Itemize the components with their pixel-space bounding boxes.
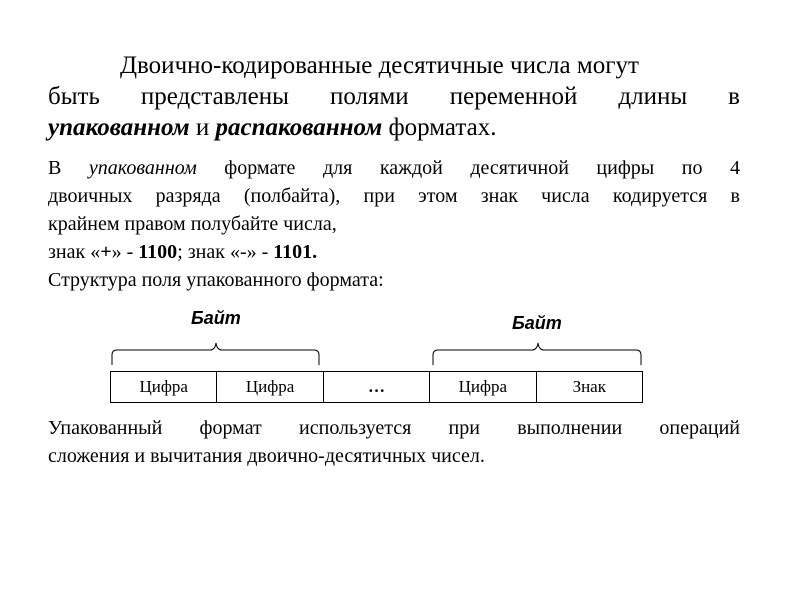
- intro-tail: форматах.: [382, 114, 497, 141]
- desc-line-3: крайнем правом полубайте числа,: [48, 213, 337, 235]
- brace-left: [112, 343, 319, 365]
- byte-label-1: Байт: [191, 308, 241, 328]
- brace-right: [433, 343, 641, 365]
- sign-plus-label: знак «: [48, 241, 101, 263]
- cell-digit-2: Цифра: [217, 372, 323, 403]
- packed-field-structure: [110, 371, 643, 403]
- unpacked-term: распакованном: [215, 114, 383, 141]
- structure-caption: Структура поля упакованного формата:: [48, 269, 384, 291]
- and-word: и: [189, 114, 216, 141]
- desc-packed-term: упакованном: [88, 157, 197, 179]
- plus-sign: +: [100, 241, 112, 263]
- minus-code: 1101.: [273, 241, 318, 263]
- usage-line-1: Упакованный формат используется при выполнении операций: [48, 417, 740, 439]
- intro-line-1: Двоично-кодированные десятичные числа могут: [120, 52, 639, 79]
- sign-separator: ; знак «-» -: [177, 241, 274, 263]
- cell-digit-1: Цифра: [111, 372, 217, 403]
- usage-paragraph: [48, 414, 740, 470]
- cell-digit-3: Цифра: [430, 372, 536, 403]
- desc-line-2: двоичных разряда (полбайта), при этом знак числа кодируется в: [48, 185, 740, 207]
- cell-sign: Знак: [536, 372, 642, 403]
- packed-term: упакованном: [48, 114, 190, 141]
- desc-rest-1: формате для каждой десятичной цифры по 4: [196, 157, 740, 179]
- intro-line-2: быть представлены полями переменной длины в: [48, 83, 740, 110]
- desc-lead: В: [48, 157, 89, 179]
- cell-ellipsis: …: [323, 372, 429, 403]
- byte-label-2: Байт: [512, 313, 562, 333]
- sign-plus-mid: » -: [111, 241, 139, 263]
- plus-code: 1100: [138, 241, 178, 263]
- usage-line-2: сложения и вычитания двоично-десятичных чисел.: [48, 445, 485, 467]
